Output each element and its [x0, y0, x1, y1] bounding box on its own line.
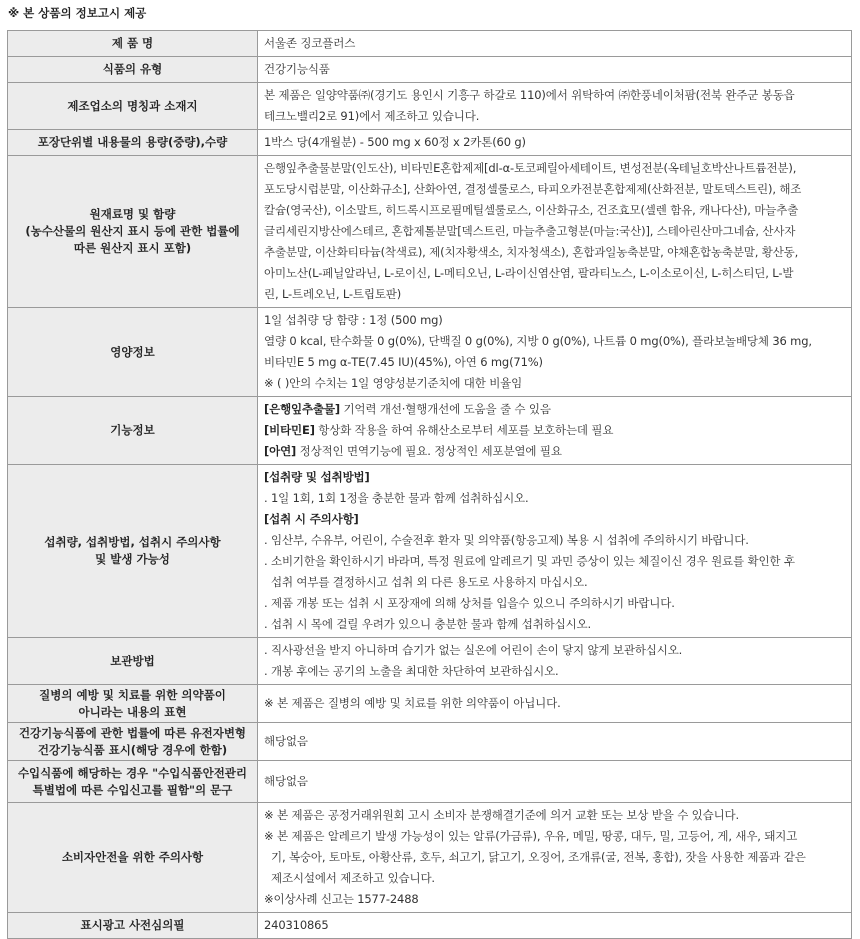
nutrition-line: 열량 0 kcal, 탄수화물 0 g(0%), 단백질 0 g(0%), 지방 0 g(0%), 나트륨 0 mg(0%), 플라보놀배당체 36 mg, [264, 334, 812, 348]
label-consumer: 소비자안전을 위한 주의사항 [8, 803, 258, 913]
value-nutrition [258, 308, 852, 397]
label-line: 건강기능식품에 관한 법률에 따른 유전자변형 [18, 725, 247, 740]
table-row [8, 31, 852, 57]
caution-heading: [섭취 시 주의사항] [264, 512, 359, 526]
label-food-type: 식품의 유형 [8, 57, 258, 83]
value-intake [258, 465, 852, 638]
consumer-line: 제조시설에서 제조하고 있습니다. [271, 871, 435, 885]
notice-title: ※ 본 상품의 정보고시 제공 [8, 6, 147, 20]
function-tag: [비타민E] [264, 423, 315, 437]
ingredient-line: 은행잎추출물분말(인도산), 비타민E혼합제제[dl-α-토코페릴아세테이트, 변성전분(옥테닐호박산나트륨전분), [264, 161, 797, 175]
table-row [8, 83, 852, 130]
label-function: 기능정보 [8, 397, 258, 465]
table-row [8, 638, 852, 685]
label-line: 수입식품에 해당하는 경우 "수입식품안전관리 [17, 765, 248, 780]
ingredient-line: 아미노산(L-페닐알라닌, L-로이신, L-메티오닌, L-라이신염산염, 팔라티노스, L-이소로이신, L-히스티딘, L-발 [264, 266, 794, 280]
label-gmo [8, 723, 258, 761]
caution-line: . 임산부, 수유부, 어린이, 수술전후 환자 및 의약품(항응고제) 복용 시 섭취에 주의하시기 바랍니다. [264, 533, 749, 547]
nutrition-line: 1일 섭취량 당 함량 : 1정 (500 mg) [264, 313, 443, 327]
manufacturer-line: 본 제품은 일양약품㈜(경기도 용인시 기흥구 하갈로 110)에서 위탁하여 ㈜한풍네이처팜(전북 완주군 봉동읍 [264, 88, 795, 102]
function-text: 항상화 작용을 하여 유해산소로부터 세포를 보호하는데 필요 [314, 423, 614, 437]
label-line: 아니라는 내용의 표현 [78, 704, 187, 719]
label-line: (농수산물의 원산지 표시 등에 관한 법률에 [25, 224, 240, 238]
label-capacity: 포장단위별 내용물의 용량(중량),수량 [8, 130, 258, 156]
label-product-name: 제 품 명 [8, 31, 258, 57]
nutrition-line: 비타민E 5 mg α-TE(7.45 IU)(45%), 아연 6 mg(71%) [264, 355, 543, 369]
caution-line: 섭취 여부를 결정하시고 섭취 외 다른 용도로 사용하지 마십시오. [271, 575, 588, 589]
manufacturer-line: 테크노밸리2로 91)에서 제조하고 있습니다. [264, 109, 480, 123]
table-row [8, 465, 852, 638]
consumer-line: ※ 본 제품은 공정거래위원회 고시 소비자 분쟁해결기준에 의거 교환 또는 보상 받을 수 있습니다. [264, 808, 740, 822]
function-item [264, 420, 845, 441]
table-row [8, 913, 852, 939]
value-consumer [258, 803, 852, 913]
ingredient-line: 포도당시럽분말, 이산화규소], 산화아연, 결정셀룰로스, 타피오카전분혼합제제(산화전분, 말토덱스트린), 해조 [264, 182, 802, 196]
product-info-table [7, 30, 852, 939]
label-line: 따른 원산지 표시 포함) [73, 241, 192, 255]
value-capacity: 1박스 당(4개월분) - 500 mg x 60정 x 2카톤(60 g) [258, 130, 852, 156]
label-ad-review: 표시광고 사전심의필 [8, 913, 258, 939]
consumer-line: 기, 복숭아, 토마토, 아황산류, 호두, 쇠고기, 닭고기, 오징어, 조개류(굴, 전복, 홍합), 잣을 사용한 제품과 같은 [271, 850, 806, 864]
value-product-name: 서울존 징코플러스 [258, 31, 852, 57]
label-line: 원재료명 및 함량 [89, 207, 176, 221]
label-storage: 보관방법 [8, 638, 258, 685]
table-row [8, 685, 852, 723]
value-manufacturer [258, 83, 852, 130]
value-disease: ※ 본 제품은 질병의 예방 및 치료를 위한 의약품이 아닙니다. [258, 685, 852, 723]
label-line: 섭취량, 섭취방법, 섭취시 주의사항 [44, 535, 221, 549]
label-line: 질병의 예방 및 치료를 위한 의약품이 [39, 687, 226, 702]
label-line: 건강기능식품 표시(해당 경우에 한함) [37, 742, 228, 757]
label-manufacturer: 제조업소의 명칭과 소재지 [8, 83, 258, 130]
label-line: 및 발생 가능성 [95, 552, 170, 566]
function-text: 기억력 개선·혈행개선에 도움을 줄 수 있음 [339, 402, 551, 416]
value-storage [258, 638, 852, 685]
table-row [8, 308, 852, 397]
table-row [8, 397, 852, 465]
function-tag: [은행잎추출물] [264, 402, 340, 416]
value-food-type: 건강기능식품 [258, 57, 852, 83]
consumer-line: ※이상사례 신고는 1577-2488 [264, 892, 419, 906]
ingredient-line: 추출분말, 이산화티타늄(착색료), 제(치자황색소, 치자청색소), 혼합과일농축분말, 야채혼합농축분말, 황산동, [264, 245, 799, 259]
caution-line: . 섭취 시 목에 걸릴 우려가 있으니 충분한 물과 함께 섭취하십시오. [264, 617, 591, 631]
value-import: 해당없음 [258, 761, 852, 803]
label-nutrition: 영양정보 [8, 308, 258, 397]
table-row [8, 723, 852, 761]
table-row [8, 156, 852, 308]
value-ad-review: 240310865 [258, 913, 852, 939]
function-text: 정상적인 면역기능에 필요. 정상적인 세포분열에 필요 [296, 444, 562, 458]
function-tag: [아연] [264, 444, 297, 458]
table-row [8, 130, 852, 156]
function-item [264, 441, 845, 462]
value-function [258, 397, 852, 465]
label-intake [8, 465, 258, 638]
label-import [8, 761, 258, 803]
intake-heading: [섭취량 및 섭취방법] [264, 470, 370, 484]
ingredient-line: 칼슘(영국산), 이소말트, 히드록시프로필메틸셀룰로스, 이산화규소, 건조효모(셀렌 함유, 캐나다산), 마늘추출 [264, 203, 799, 217]
ingredient-line: 린, L-트레오닌, L-트립토판) [264, 287, 402, 301]
table-row [8, 761, 852, 803]
label-disease [8, 685, 258, 723]
value-ingredients [258, 156, 852, 308]
consumer-line: ※ 본 제품은 알레르기 발생 가능성이 있는 알류(가금류), 우유, 메밀, 땅콩, 대두, 밀, 고등어, 게, 새우, 돼지고 [264, 829, 798, 843]
intake-line: . 1일 1회, 1회 1정을 충분한 물과 함께 섭취하십시오. [264, 491, 529, 505]
label-line: 특별법에 따른 수입신고를 필함"의 문구 [32, 782, 233, 797]
value-gmo: 해당없음 [258, 723, 852, 761]
storage-line: . 직사광선을 받지 아니하며 습기가 없는 실온에 어린이 손이 닿지 않게 보관하십시오. [264, 643, 683, 657]
label-ingredients [8, 156, 258, 308]
storage-line: . 개봉 후에는 공기의 노출을 최대한 차단하여 보관하십시오. [264, 664, 559, 678]
ingredient-line: 글리세린지방산에스테르, 혼합제톨분말[덱스트린, 마늘추출고형분(마늘:국산)], 스테아린산마그네슘, 산사자 [264, 224, 796, 238]
nutrition-line: ※ ( )안의 수치는 1일 영양성분기준치에 대한 비율임 [264, 376, 523, 390]
caution-line: . 제품 개봉 또는 섭취 시 포장재에 의해 상처를 입을수 있으니 주의하시기 바랍니다. [264, 596, 675, 610]
function-item [264, 399, 845, 420]
table-row [8, 803, 852, 913]
caution-line: . 소비기한을 확인하시기 바라며, 특정 원료에 알레르기 및 과민 증상이 있는 체질이신 경우 원료를 확인한 후 [264, 554, 795, 568]
table-row [8, 57, 852, 83]
